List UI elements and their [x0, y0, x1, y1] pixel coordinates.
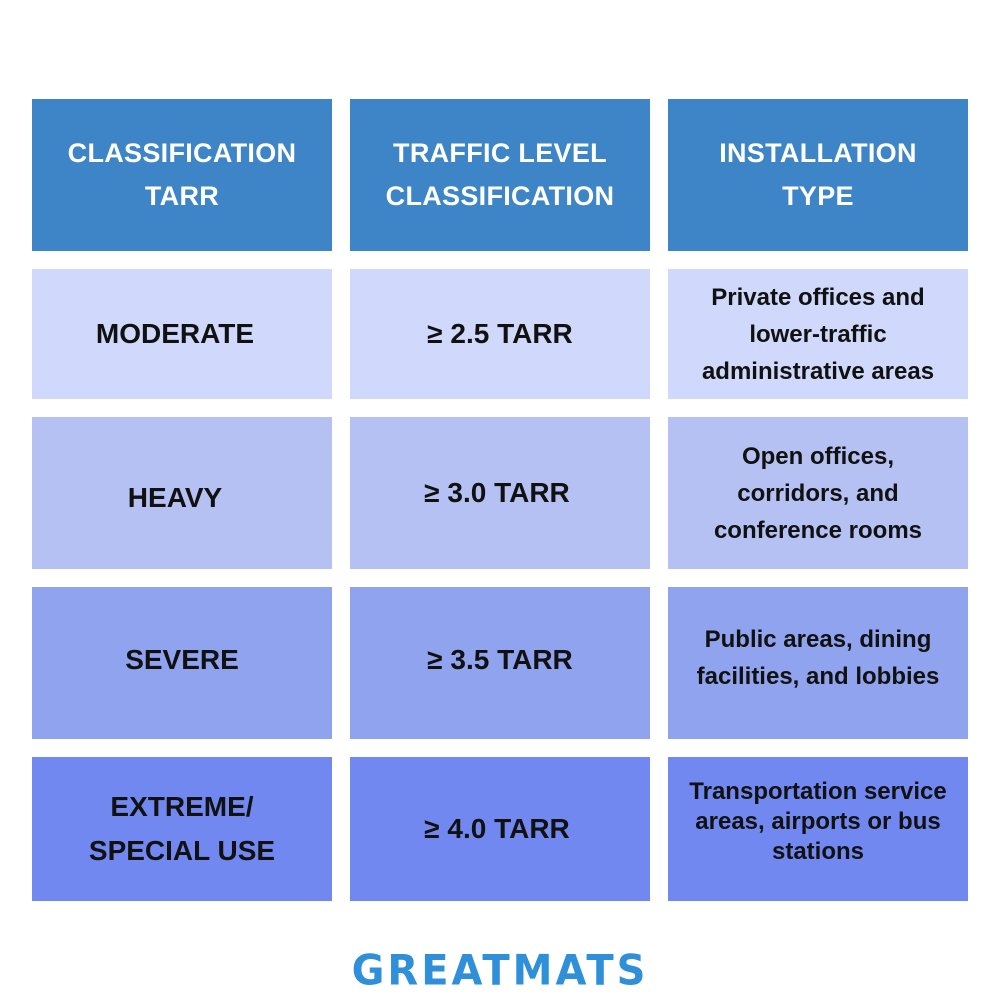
row-heavy-classification [32, 417, 332, 569]
header-line: INSTALLATION [719, 138, 917, 168]
row-heavy-level [350, 417, 650, 569]
classification-label: EXTREME/ [110, 791, 254, 822]
tarr-value: ≥ 3.5 TARR [427, 644, 573, 675]
tarr-value: ≥ 2.5 TARR [427, 318, 573, 349]
header-traffic-level-classification [350, 99, 650, 251]
row-moderate-classification [32, 269, 332, 399]
installation-line: stations [771, 838, 864, 865]
row-extreme-classification [32, 757, 332, 901]
tarr-value: ≥ 3.0 TARR [424, 477, 570, 508]
installation-line: corridors, and [737, 479, 899, 507]
installation-line: administrative areas [701, 357, 935, 385]
classification-label: SPECIAL USE [88, 835, 276, 866]
row-severe-installation [668, 587, 968, 739]
header-line: CLASSIFICATION [67, 138, 297, 168]
header-line: TYPE [782, 181, 854, 211]
installation-line: Open offices, [741, 442, 894, 470]
classification-label: HEAVY [127, 482, 223, 513]
installation-line: Public areas, dining [704, 626, 932, 653]
row-moderate-installation [668, 269, 968, 399]
classification-label: MODERATE [95, 318, 255, 349]
header-line: CLASSIFICATION [385, 181, 615, 211]
row-severe-level [350, 587, 650, 739]
installation-line: conference rooms [713, 516, 923, 544]
installation-line: lower-traffic [749, 320, 887, 348]
tarr-value: ≥ 4.0 TARR [424, 813, 570, 844]
installation-line: Transportation service [689, 778, 947, 805]
classification-label: SEVERE [125, 644, 239, 675]
installation-line: facilities, and lobbies [696, 663, 940, 690]
installation-line: areas, airports or bus [695, 808, 941, 835]
header-line: TARR [144, 181, 220, 211]
row-extreme-installation [668, 757, 968, 901]
installation-line: Private offices and [711, 283, 925, 311]
row-extreme-level [350, 757, 650, 901]
row-severe-classification [32, 587, 332, 739]
header-installation-type [668, 99, 968, 251]
header-classification-tarr [32, 99, 332, 251]
greatmats-logo: GREATMATS [351, 946, 649, 996]
row-heavy-installation [668, 417, 968, 569]
row-moderate-level [350, 269, 650, 399]
header-line: TRAFFIC LEVEL [393, 138, 607, 168]
